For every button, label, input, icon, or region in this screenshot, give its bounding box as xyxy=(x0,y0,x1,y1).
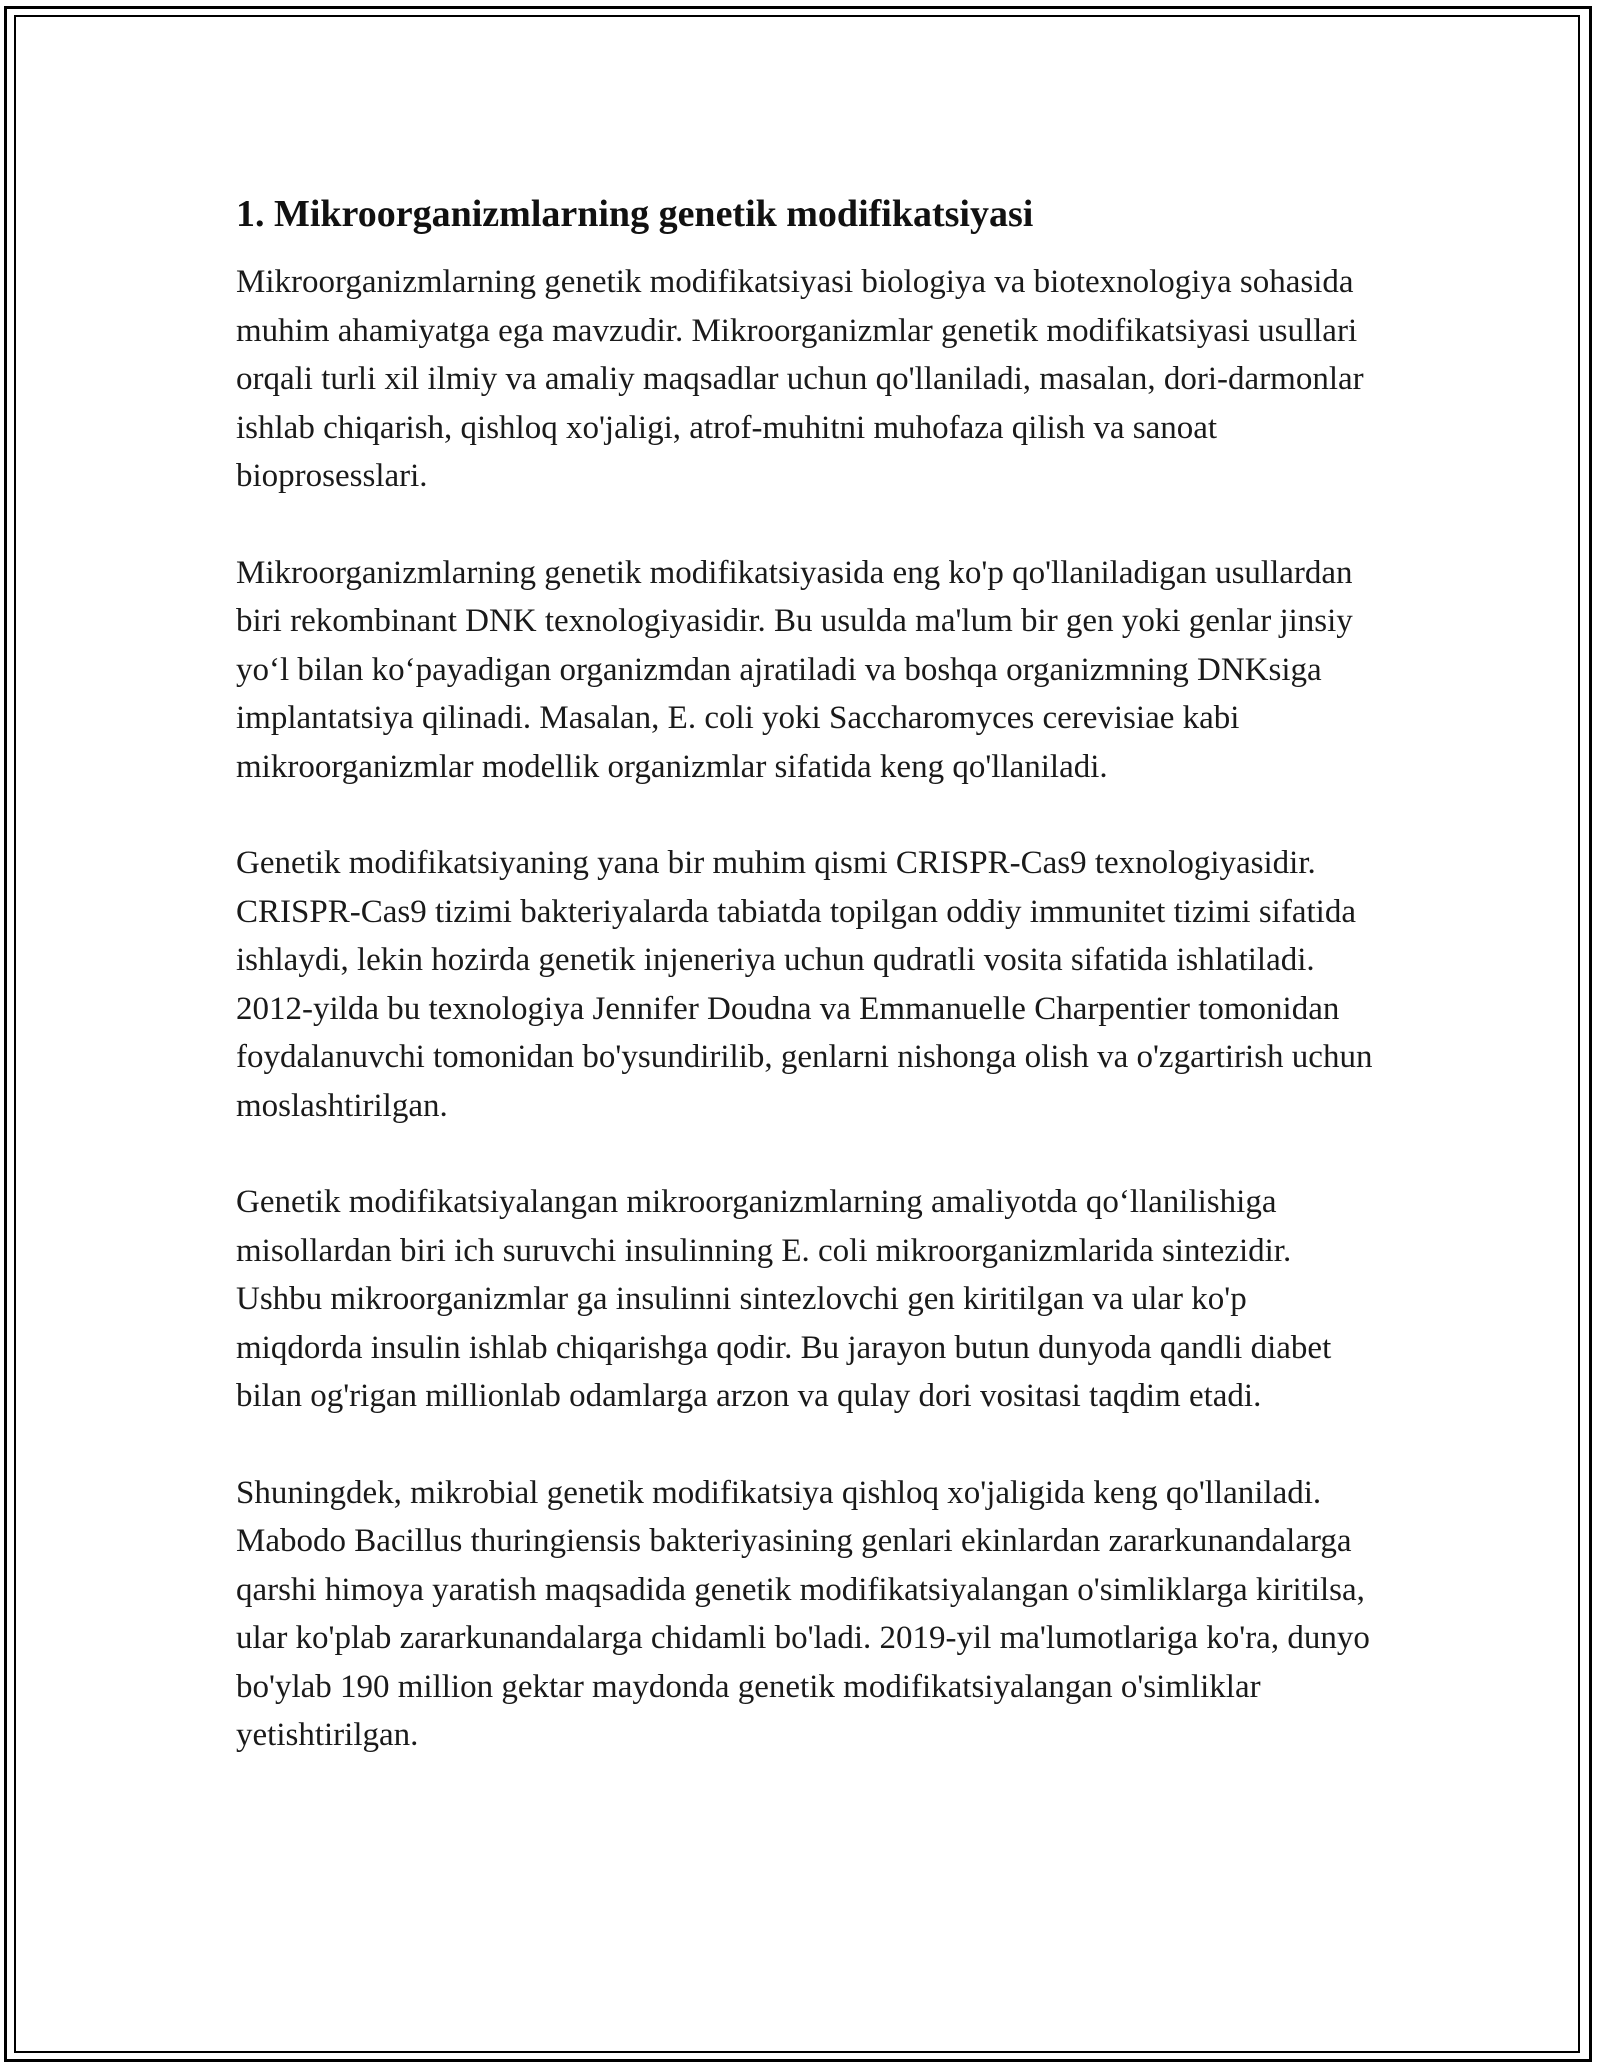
section-heading: 1. Mikroorganizmlarning genetik modifikatsiyasi xyxy=(236,193,1034,235)
paragraph-3: Genetik modifikatsiyaning yana bir muhim qismi CRISPR-Cas9 texnologiyasidir. CRISPR-Cas9 tizimi bakteriyalarda tabiatda topilgan oddiy immunitet tizimi sifatida ishlaydi, lekin hozirda genetik injeneriya uchun qudratli vosita sifatida ishlatiladi. 2012-yilda bu texnologiya Jennifer Doudna va Emmanuelle Charpentier tomonidan foydalanuvchi tomonidan bo'ysundirilib, genlarni nishonga olish va o'zgartirish uchun moslashtirilgan. xyxy=(236,845,1373,1124)
paragraph-4: Genetik modifikatsiyalangan mikroorganizmlarning amaliyotda qo‘llanilishiga misollardan biri ich suruvchi insulinning E. coli mikroorganizmlarida sintezidir. Ushbu mikroorganizmlar ga insulinni sintezlovchi gen kiritilgan va ular ko'p miqdorda insulin ishlab chiqarishga qodir. Bu jarayon butun dunyoda qandli diabet bilan og'rigan millionlab odamlarga arzon va qulay dori vositasi taqdim etadi. xyxy=(236,1184,1332,1414)
paragraph-5: Shuningdek, mikrobial genetik modifikatsiya qishloq xo'jaligida keng qo'llaniladi. Mabodo Bacillus thuringiensis bakteriyasining genlari ekinlardan zararkunandalarga qarshi himoya yaratish maqsadida genetik modifikatsiyalangan o'simliklarga kiritilsa, ular ko'plab zararkunandalarga chidamli bo'ladi. 2019-yil ma'lumotlariga ko'ra, dunyo bo'ylab 190 million gektar maydonda genetik modifikatsiyalangan o'simliklar yetishtirilgan. xyxy=(236,1474,1370,1753)
paragraph-2: Mikroorganizmlarning genetik modifikatsiyasida eng ko'p qo'llaniladigan usullardan biri rekombinant DNK texnologiyasidir. Bu usulda ma'lum bir gen yoki genlar jinsiy yo‘l bilan ko‘payadigan organizmdan ajratiladi va boshqa organizmning DNKsiga implantatsiya qilinadi. Masalan, E. coli yoki Saccharomyces cerevisiae kabi mikroorganizmlar modellik organizmlar sifatida keng qo'llaniladi. xyxy=(236,554,1353,785)
paragraph-1: Mikroorganizmlarning genetik modifikatsiyasi biologiya va biotexnologiya sohasida muhim ahamiyatga ega mavzudir. Mikroorganizmlar genetik modifikatsiyasi usullari orqali turli xil ilmiy va amaliy maqsadlar uchun qo'llaniladi, masalan, dori-darmonlar ishlab chiqarish, qishloq xo'jaligi, atrof-muhitni muhofaza qilish va sanoat bioprosesslari. xyxy=(236,264,1364,494)
document-body xyxy=(236,186,1376,1808)
